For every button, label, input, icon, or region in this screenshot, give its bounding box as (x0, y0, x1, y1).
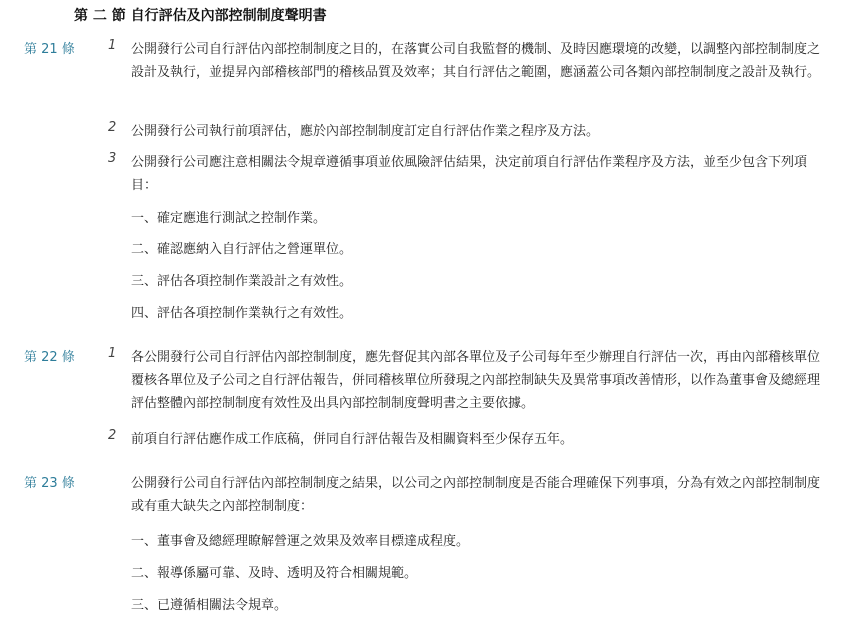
paragraph-text: 公開發行公司應注意相關法令規章遵循事項並依風險評估結果，決定前項自行評估作業程序及方法，並至少包含下列項目： (131, 155, 808, 193)
paragraph-number: 1 (108, 346, 117, 361)
list-item: 三、評估各項控制作業設計之有效性。 (131, 274, 353, 289)
paragraph-number: 2 (108, 428, 117, 443)
article-number: 第 23 條 (24, 476, 75, 491)
paragraph-number: 2 (108, 120, 117, 135)
list-item: 一、確定應進行測試之控制作業。 (131, 211, 327, 226)
list-item: 二、報導係屬可靠、及時、透明及符合相關規範。 (131, 566, 418, 581)
paragraph-number: 1 (108, 38, 117, 53)
paragraph-text: 公開發行公司自行評估內部控制制度之目的，在落實公司自我監督的機制、及時因應環境的改變，以調整內部控制制度之設計及執行，並提昇內部稽核部門的稽核品質及效率；其自行評估之範圍，應涵蓋公司各類內部控制制度之設計及執行。 (131, 42, 821, 80)
section-title: 第 二 節 自行評估及內部控制制度聲明書 (74, 8, 327, 24)
article-number: 第 21 條 (24, 42, 75, 57)
paragraph-text: 各公開發行公司自行評估內部控制制度，應先督促其內部各單位及子公司每年至少辦理自行評估一次，再由內部稽核單位覆核各單位及子公司之自行評估報告，併同稽核單位所發現之內部控制缺失及異常事項改善情形，以作為董事會及總經理評估整體內部控制制度有效性及出具內部控制制度聲明書之主要依據。 (131, 350, 821, 411)
article-number: 第 22 條 (24, 350, 75, 365)
list-item: 二、確認應納入自行評估之營運單位。 (131, 242, 353, 257)
paragraph-number: 3 (108, 151, 117, 166)
list-item: 三、已遵循相關法令規章。 (131, 598, 288, 613)
list-item: 一、董事會及總經理瞭解營運之效果及效率目標達成程度。 (131, 534, 470, 549)
list-item: 四、評估各項控制作業執行之有效性。 (131, 306, 353, 321)
paragraph-text: 公開發行公司執行前項評估，應於內部控制制度訂定自行評估作業之程序及方法。 (131, 124, 600, 139)
paragraph-text: 公開發行公司自行評估內部控制制度之結果，以公司之內部控制制度是否能合理確保下列事項，分為有效之內部控制制度或有重大缺失之內部控制制度： (131, 476, 821, 514)
paragraph-text: 前項自行評估應作成工作底稿，併同自行評估報告及相關資料至少保存五年。 (131, 432, 574, 447)
